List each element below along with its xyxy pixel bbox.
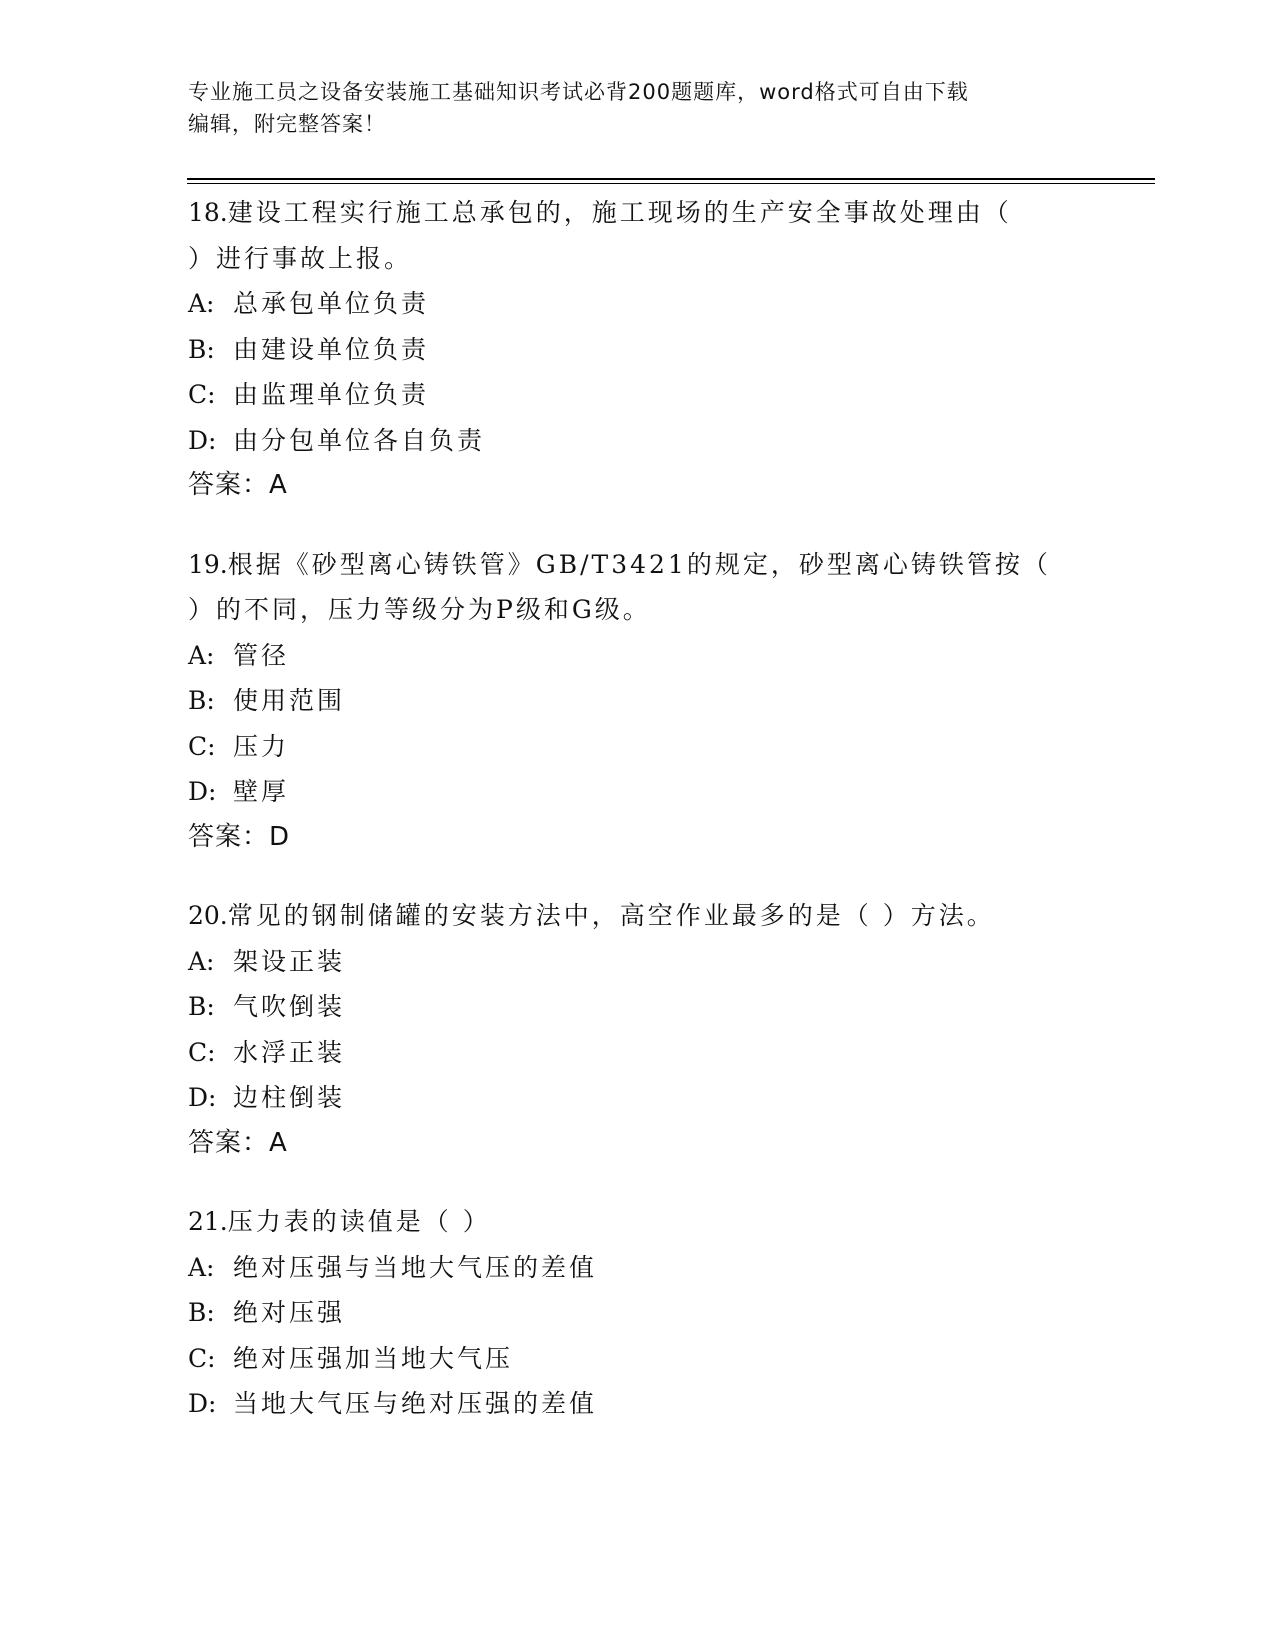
option-d bbox=[188, 418, 1068, 464]
option-key: B: bbox=[188, 992, 215, 1021]
option-b bbox=[188, 984, 1068, 1030]
option-text: 边柱倒装 bbox=[233, 1083, 346, 1112]
answer-value: A bbox=[269, 1127, 288, 1158]
question-text bbox=[188, 893, 1068, 939]
option-key: B: bbox=[188, 1298, 215, 1327]
option-key: C: bbox=[188, 731, 216, 761]
option-a bbox=[188, 633, 1068, 679]
option-c bbox=[188, 724, 1068, 770]
answer-label: 答案： bbox=[188, 821, 270, 852]
option-key: B: bbox=[188, 334, 215, 364]
option-d bbox=[188, 1075, 1068, 1121]
option-b bbox=[188, 327, 1068, 373]
question-list bbox=[188, 190, 1068, 1460]
answer bbox=[188, 463, 1068, 509]
option-d bbox=[188, 769, 1068, 815]
question-number: 21. bbox=[188, 1207, 228, 1236]
question-text-line-1: 建设工程实行施工总承包的，施工现场的生产安全事故处理由（ bbox=[227, 198, 1012, 227]
question-text-line-1: 根据《砂型离心铸铁管》GB/T3421的规定，砂型离心铸铁管按（ bbox=[227, 549, 1051, 579]
option-key: A: bbox=[188, 289, 215, 318]
question-number: 19. bbox=[188, 549, 228, 579]
option-text: 总承包单位负责 bbox=[233, 289, 430, 318]
answer bbox=[188, 1121, 1068, 1167]
option-key: D: bbox=[188, 425, 217, 455]
question-text bbox=[188, 542, 1068, 588]
question-number: 20. bbox=[188, 901, 228, 930]
option-text: 压力 bbox=[233, 731, 290, 761]
option-d bbox=[188, 1381, 1068, 1427]
question-text-line-2: ）的不同，压力等级分为P级和G级。 bbox=[188, 595, 651, 624]
header-line-1: 专业施工员之设备安装施工基础知识考试必背200题题库，word格式可自由下载 bbox=[188, 80, 969, 104]
option-text: 当地大气压与绝对压强的差值 bbox=[233, 1389, 598, 1418]
option-a bbox=[188, 281, 1068, 327]
option-b bbox=[188, 678, 1068, 724]
option-key: C: bbox=[188, 1037, 216, 1067]
option-key: C: bbox=[188, 380, 216, 409]
question-19 bbox=[188, 542, 1068, 861]
question-text-line-1: 常见的钢制储罐的安装方法中，高空作业最多的是（ ）方法。 bbox=[227, 901, 995, 930]
option-key: B: bbox=[188, 686, 215, 715]
option-text: 绝对压强 bbox=[233, 1298, 346, 1327]
option-text: 壁厚 bbox=[233, 777, 290, 806]
question-text bbox=[188, 1199, 1068, 1245]
question-text-line-2: ）进行事故上报。 bbox=[188, 243, 413, 273]
document-header bbox=[188, 76, 1068, 140]
question-21 bbox=[188, 1199, 1068, 1427]
question-number: 18. bbox=[188, 198, 228, 227]
option-key: D: bbox=[188, 777, 217, 806]
option-key: C: bbox=[188, 1343, 216, 1373]
option-text: 绝对压强与当地大气压的差值 bbox=[233, 1252, 598, 1282]
option-key: A: bbox=[188, 640, 215, 670]
option-text: 由分包单位各自负责 bbox=[233, 425, 486, 455]
option-text: 管径 bbox=[233, 640, 290, 670]
option-text: 由建设单位负责 bbox=[233, 334, 430, 364]
option-text: 绝对压强加当地大气压 bbox=[233, 1343, 514, 1373]
question-text bbox=[188, 190, 1068, 236]
option-text: 架设正装 bbox=[233, 946, 346, 976]
answer-label: 答案： bbox=[188, 470, 270, 500]
option-key: A: bbox=[188, 946, 215, 976]
header-divider-thin bbox=[187, 183, 1155, 184]
option-a bbox=[188, 939, 1068, 985]
option-c bbox=[188, 372, 1068, 418]
question-text-line-1: 压力表的读值是（ ） bbox=[227, 1207, 491, 1236]
header-divider-thick bbox=[187, 178, 1155, 180]
option-a bbox=[188, 1245, 1068, 1291]
answer-value: D bbox=[269, 821, 291, 852]
answer-label: 答案： bbox=[188, 1127, 270, 1158]
answer bbox=[188, 815, 1068, 861]
option-text: 水浮正装 bbox=[233, 1037, 346, 1067]
option-text: 由监理单位负责 bbox=[233, 380, 430, 409]
option-key: D: bbox=[188, 1389, 217, 1418]
question-18 bbox=[188, 190, 1068, 509]
option-text: 气吹倒装 bbox=[233, 992, 346, 1021]
answer-value: A bbox=[269, 470, 288, 500]
question-20 bbox=[188, 893, 1068, 1166]
option-c bbox=[188, 1030, 1068, 1076]
option-key: A: bbox=[188, 1252, 215, 1282]
option-c bbox=[188, 1336, 1068, 1382]
option-key: D: bbox=[188, 1083, 217, 1112]
option-b bbox=[188, 1290, 1068, 1336]
option-text: 使用范围 bbox=[233, 686, 346, 715]
header-line-2: 编辑，附完整答案！ bbox=[188, 112, 386, 136]
